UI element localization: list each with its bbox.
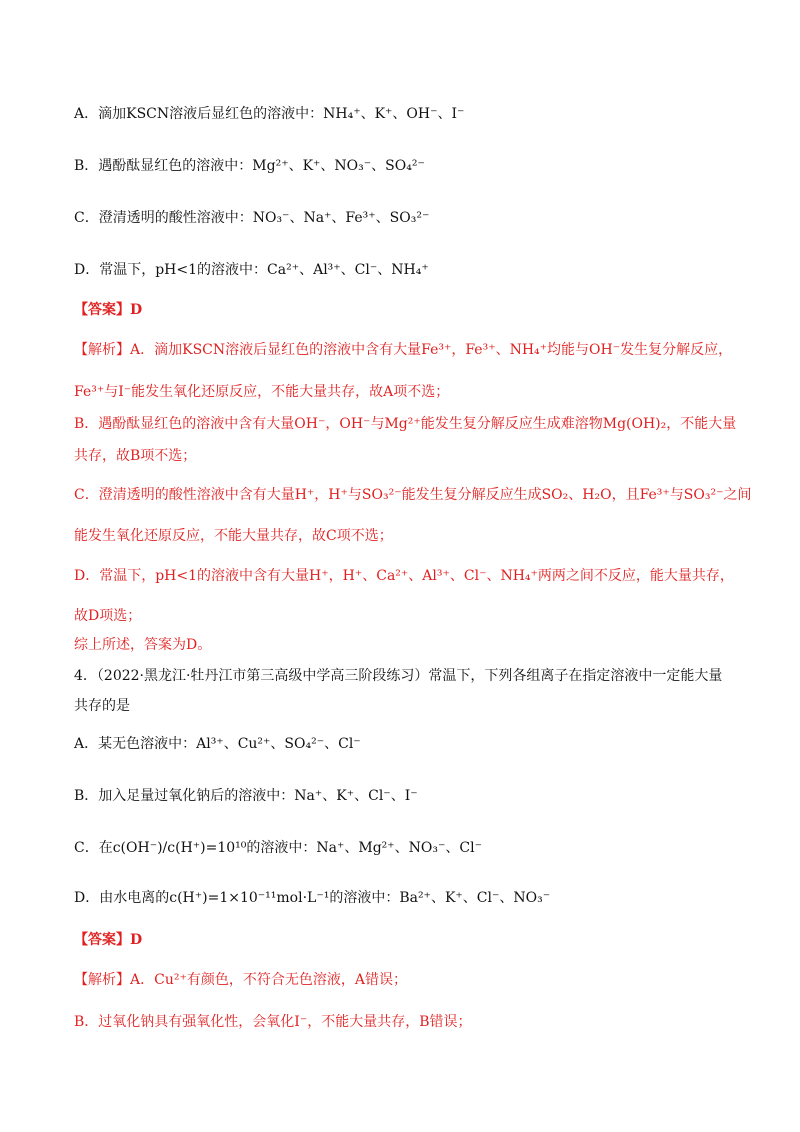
analysis-line: B．过氧化钠具有强氧化性，会氧化I⁻，不能大量共存，B错误；	[74, 1014, 472, 1030]
analysis-line: C．澄清透明的酸性溶液中含有大量H⁺，H⁺与SO₃²⁻能发生复分解反应生成SO₂、H₂O，且Fe³⁺与SO₃²⁻之间	[74, 487, 752, 503]
q4-option-a: A．某无色溶液中：Al³⁺、Cu²⁺、SO₄²⁻、Cl⁻	[74, 736, 361, 752]
option-b: B．遇酚酞显红色的溶液中：Mg²⁺、K⁺、NO₃⁻、SO₄²⁻	[74, 158, 425, 174]
analysis-line: 故D项选；	[74, 608, 142, 624]
analysis-line: 综上所述，答案为D。	[74, 637, 212, 653]
analysis-line: D．常温下，pH<1的溶液中含有大量H⁺，H⁺、Ca²⁺、Al³⁺、Cl⁻、NH₄⁺两两之间不反应，能大量共存，	[74, 568, 734, 584]
analysis-line: Fe³⁺与I⁻能发生氧化还原反应，不能大量共存，故A项不选；	[74, 384, 450, 400]
analysis-line: 【解析】A．Cu²⁺有颜色，不符合无色溶液，A错误；	[74, 972, 407, 988]
analysis-line: B．遇酚酞显红色的溶液中含有大量OH⁻，OH⁻与Mg²⁺能发生复分解反应生成难溶物Mg(OH)₂，不能大量	[74, 416, 737, 432]
answer-label: 【答案】D	[74, 932, 143, 948]
question-4-stem: 共存的是	[74, 698, 130, 714]
question-4-stem: 4．（2022·黑龙江·牡丹江市第三高级中学高三阶段练习）常温下，下列各组离子在指定溶液中一定能大量	[74, 668, 723, 684]
option-d: D．常温下，pH<1的溶液中：Ca²⁺、Al³⁺、Cl⁻、NH₄⁺	[74, 262, 429, 278]
analysis-line: 【解析】A．滴加KSCN溶液后显红色的溶液中含有大量Fe³⁺，Fe³⁺、NH₄⁺均能与OH⁻发生复分解反应，	[74, 342, 733, 358]
answer-label: 【答案】D	[74, 302, 143, 318]
q4-option-d: D．由水电离的c(H⁺)=1×10⁻¹¹mol·L⁻¹的溶液中：Ba²⁺、K⁺、Cl⁻、NO₃⁻	[74, 890, 551, 906]
analysis-line: 共存，故B项不选；	[74, 448, 197, 464]
option-a: A．滴加KSCN溶液后显红色的溶液中：NH₄⁺、K⁺、OH⁻、I⁻	[74, 106, 465, 122]
q4-option-b: B．加入足量过氧化钠后的溶液中：Na⁺、K⁺、Cl⁻、I⁻	[74, 788, 418, 804]
analysis-line: 能发生氧化还原反应，不能大量共存，故C项不选；	[74, 528, 393, 544]
option-c: C．澄清透明的酸性溶液中：NO₃⁻、Na⁺、Fe³⁺、SO₃²⁻	[74, 210, 430, 226]
q4-option-c: C．在c(OH⁻)/c(H⁺)=10¹⁰的溶液中：Na⁺、Mg²⁺、NO₃⁻、Cl⁻	[74, 840, 482, 856]
